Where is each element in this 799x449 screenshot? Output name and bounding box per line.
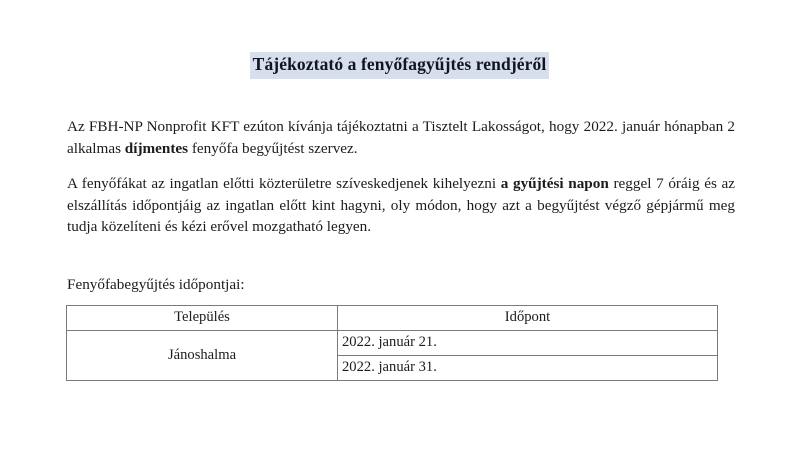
schedule-table-container (66, 305, 718, 381)
column-header-place: Település (67, 306, 338, 331)
paragraph-2-text-before-bold: A fenyőfákat az ingatlan előtti közterületre szíveskedjenek kihelyezni (67, 175, 501, 193)
table-header-row (67, 306, 718, 331)
paragraph-1-bold-term: díjmentes (124, 139, 189, 157)
cell-date-2: 2022. január 31. (338, 356, 718, 381)
paragraph-1 (67, 116, 735, 159)
paragraph-1-text-after-bold: fenyőfa begyűjtést szervez. (188, 139, 358, 157)
schedule-table (66, 305, 718, 381)
column-header-date: Időpont (338, 306, 718, 331)
document-body (67, 116, 735, 238)
paragraph-2 (67, 173, 735, 238)
table-left-border-extension (66, 367, 67, 374)
paragraph-1-text-before-bold: Az FBH-NP Nonprofit KFT ezúton kívánja tájékoztatni a Tisztelt Lakosságot, hogy 2022. január hónapban 2 alkalmas (67, 118, 735, 157)
page-title-container (0, 52, 799, 79)
schedule-label: Fenyőfabegyűjtés időpontjai: (67, 276, 245, 293)
cell-place-name: Jánoshalma (67, 331, 338, 381)
paragraph-2-text-after-bold: reggel 7 óráig és az elszállítás időpontjáig az ingatlan előtt kint hagyni, oly módon, hogy azt a begyűjtést végző gépjármű meg tudja közelíteni és kézi erővel mozgatható legyen. (67, 175, 735, 236)
cell-date-1: 2022. január 21. (338, 331, 718, 356)
page-title: Tájékoztató a fenyőfagyűjtés rendjéről (250, 52, 550, 79)
paragraph-2-bold-term: a gyűjtési napon (500, 175, 609, 193)
table-row (67, 331, 718, 356)
